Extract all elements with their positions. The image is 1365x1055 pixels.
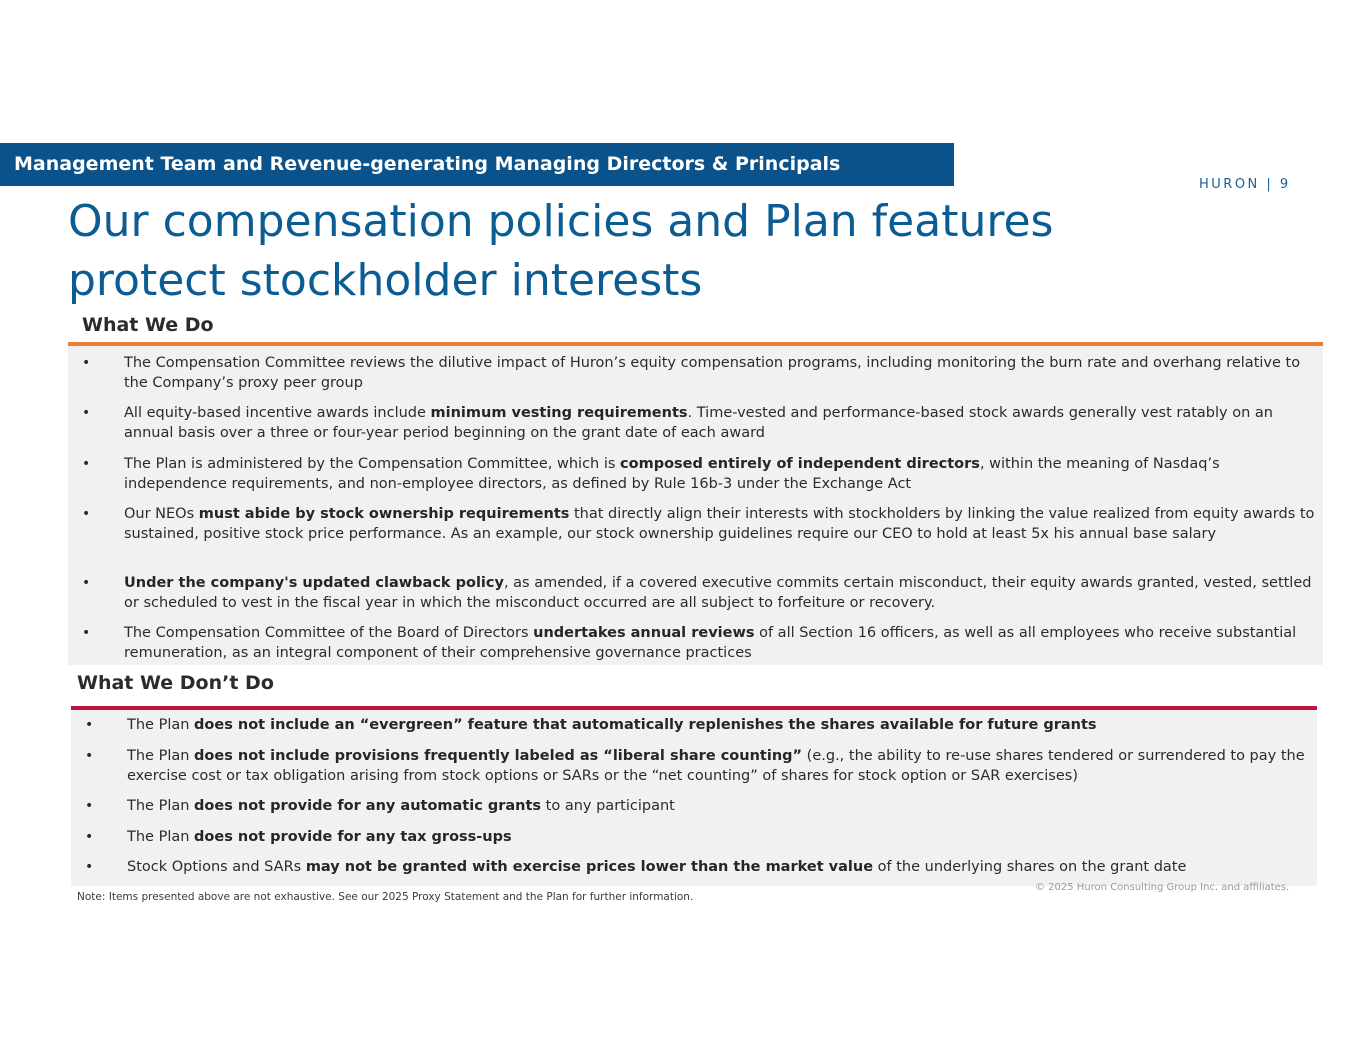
page-title-line-2: protect stockholder interests: [68, 255, 703, 306]
what-we-dont-do-item-text: [127, 797, 1323, 817]
bullet-marker: •: [85, 829, 94, 845]
bullet-marker: •: [82, 506, 91, 522]
what-we-do-heading: What We Do: [82, 314, 214, 336]
bullet-marker: •: [85, 748, 94, 764]
what-we-dont-do-item-text: [127, 858, 1323, 878]
what-we-do-item-text: [124, 404, 1320, 443]
page-label: HURON | 9: [1199, 177, 1291, 192]
body-text: The Compensation Committee of the Board of Directors: [124, 625, 534, 641]
body-text: that directly align their interests with stockholders by linking the value realized from equity awards to sustained, positive stock price performance. As an example, our stock ownership guidelines require our CEO to hold at least 5x his annual base salary: [124, 506, 1315, 542]
what-we-dont-do-heading: What We Don’t Do: [77, 672, 274, 694]
body-text: Our NEOs: [124, 506, 199, 522]
body-text: Stock Options and SARs: [127, 859, 306, 875]
section-banner: Management Team and Revenue-generating Managing Directors & Principals: [0, 143, 954, 186]
body-text: , within the meaning of Nasdaq’s independence requirements, and non-employee directors, as defined by Rule 16b-3 under the Exchange Act: [124, 456, 1220, 492]
body-text: . Time-vested and performance-based stock awards generally vest ratably on an annual basis over a three or four-year period beginning on the grant date of each award: [124, 405, 1273, 441]
what-we-do-item-text: [124, 574, 1320, 613]
bullet-marker: •: [82, 405, 91, 421]
page-title-line-1: Our compensation policies and Plan features: [68, 196, 1054, 247]
body-text: The Plan: [127, 798, 195, 814]
what-we-do-item-text: [124, 354, 1320, 393]
emphasis-text: must abide by stock ownership requirements: [198, 506, 570, 522]
bullet-marker: •: [82, 625, 91, 641]
bullet-marker: •: [85, 798, 94, 814]
body-text: The Plan: [127, 748, 195, 764]
emphasis-text: may not be granted with exercise prices lower than the market value: [305, 859, 874, 875]
body-text: to any participant: [541, 798, 675, 814]
what-we-do-item-text: [124, 624, 1320, 663]
body-text: (e.g., the ability to re-use shares tendered or surrendered to pay the exercise cost or tax obligation arising from stock options or SARs or the “net counting” of shares for stock option or SAR exercises): [127, 748, 1305, 784]
bullet-marker: •: [82, 575, 91, 591]
bullet-marker: •: [82, 355, 91, 371]
body-text: of the underlying shares on the grant date: [873, 859, 1187, 875]
emphasis-text: composed entirely of independent directors: [620, 456, 980, 472]
emphasis-text: minimum vesting requirements: [430, 405, 688, 421]
what-we-do-item-text: [124, 455, 1320, 494]
body-text: of all Section 16 officers, as well as all employees who receive substantial remuneration, as an integral component of their comprehensive governance practices: [124, 625, 1297, 661]
body-text: All equity-based incentive awards include: [124, 405, 431, 421]
what-we-dont-do-item-text: [127, 716, 1323, 736]
bullet-marker: •: [82, 456, 91, 472]
emphasis-text: does not provide for any tax gross-ups: [194, 829, 512, 845]
emphasis-text: Under the company's updated clawback policy: [124, 575, 504, 591]
emphasis-text: does not include provisions frequently labeled as “liberal share counting”: [194, 748, 803, 764]
body-text: The Compensation Committee reviews the dilutive impact of Huron’s equity compensation programs, including monitoring the burn rate and overhang relative to the Company’s proxy peer group: [124, 355, 1301, 391]
body-text: The Plan is administered by the Compensation Committee, which is: [124, 456, 621, 472]
copyright-notice: © 2025 Huron Consulting Group Inc. and affiliates.: [1035, 882, 1290, 893]
what-we-dont-do-item-text: [127, 747, 1323, 786]
emphasis-text: does not provide for any automatic grants: [194, 798, 542, 814]
what-we-do-item-text: [124, 505, 1320, 544]
bullet-marker: •: [85, 859, 94, 875]
body-text: The Plan: [127, 829, 195, 845]
footnote: Note: Items presented above are not exhaustive. See our 2025 Proxy Statement and the Plan for further information.: [77, 891, 694, 903]
what-we-dont-do-item-text: [127, 828, 1323, 848]
body-text: The Plan: [127, 717, 195, 733]
bullet-marker: •: [85, 717, 94, 733]
emphasis-text: undertakes annual reviews: [533, 625, 755, 641]
page-title: [68, 192, 1248, 310]
emphasis-text: does not include an “evergreen” feature that automatically replenishes the shares available for future grants: [194, 717, 1097, 733]
body-text: , as amended, if a covered executive commits certain misconduct, their equity awards granted, vested, settled or scheduled to vest in the fiscal year in which the misconduct occurred are all subject to forfeiture or recovery.: [124, 575, 1312, 611]
